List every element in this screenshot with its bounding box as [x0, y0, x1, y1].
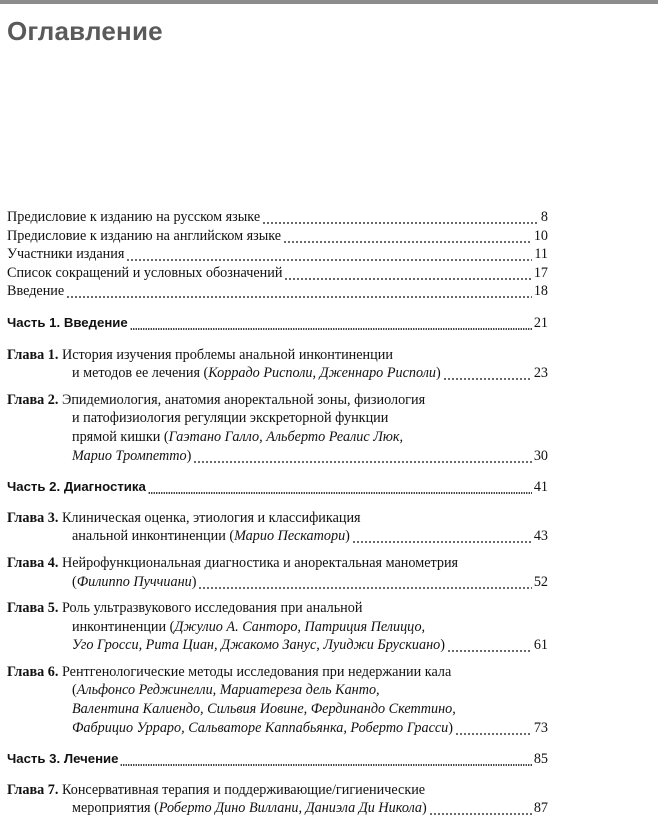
part-title: Часть 1. Введение [7, 314, 128, 330]
page-number: 18 [533, 283, 548, 300]
toc-chapter[interactable] [7, 509, 548, 546]
page-number: 61 [533, 637, 548, 654]
dot-leader [126, 245, 532, 264]
chapter-authors: Уго Гросси, Рита Циан, Джакомо Занус, Луиджи Брускиано [72, 637, 441, 654]
closing-paren: ) [448, 719, 453, 736]
chapter-title-line: ( [72, 682, 77, 699]
toc-part[interactable] [7, 750, 548, 769]
chapter-authors: Филиппо Пуччиани [76, 573, 192, 590]
dot-leader [198, 573, 531, 592]
entry-title: Участники издания [7, 246, 125, 263]
chapter-authors: Фабрицио Урраро, Сальваторе Каппабьянка, Роберто Грасси [72, 719, 449, 736]
page-number: 43 [533, 528, 548, 545]
dot-leader [447, 636, 532, 655]
dot-leader [283, 227, 532, 246]
page-number: 73 [533, 719, 548, 736]
chapter-title-line: Роль ультразвукового исследования при анальной [61, 600, 363, 617]
toc-chapter[interactable] [7, 781, 548, 818]
dot-leader [443, 364, 532, 383]
chapter-title-line: Эпидемиология, анатомия аноректальной зоны, физиология [61, 391, 426, 408]
closing-paren: ) [186, 447, 192, 464]
chapter-title-line: и патофизиология регуляции экскреторной функции [72, 410, 389, 427]
page-number: 85 [533, 751, 548, 768]
chapter-label: Глава 2. [7, 391, 59, 408]
dot-leader [130, 314, 532, 333]
chapter-title-line: Нейрофункциональная диагностика и аноректальная манометрия [61, 554, 459, 571]
table-of-contents [7, 208, 548, 818]
chapter-label: Глава 1. [7, 346, 59, 363]
dot-leader [284, 264, 531, 283]
chapter-authors: Альфонсо Реджинелли, Мариатереза дель Канто, [76, 682, 380, 699]
chapter-label: Глава 5. [7, 600, 59, 617]
chapter-label: Глава 7. [7, 781, 59, 798]
chapter-authors: Роберто Дино Виллани, Даниэла Ди Никола [158, 800, 423, 817]
toc-chapter[interactable] [7, 663, 548, 737]
chapter-label: Глава 4. [7, 554, 59, 571]
toc-entry[interactable] [7, 245, 548, 264]
page-number: 87 [533, 800, 548, 817]
page-title: Оглавление [7, 16, 163, 46]
chapter-authors: Марио Пескатори [234, 528, 346, 545]
chapter-authors: Марио Тромпетто [72, 447, 187, 464]
chapter-title-line: прямой кишки ( [72, 428, 169, 445]
entry-title: Предисловие к изданию на английском языке [7, 227, 282, 244]
toc-part[interactable] [7, 314, 548, 333]
toc-entry[interactable] [7, 264, 548, 283]
chapter-label: Глава 3. [7, 509, 59, 526]
chapter-title-line: Клиническая оценка, этиология и классификация [61, 509, 361, 526]
page-number: 41 [533, 479, 548, 496]
entry-title: Предисловие к изданию на русском языке [7, 209, 261, 225]
closing-paren: ) [422, 800, 427, 817]
toc-chapter[interactable] [7, 599, 548, 655]
dot-leader [66, 282, 532, 301]
part-title: Часть 3. Лечение [7, 751, 119, 767]
page-number: 30 [533, 447, 548, 464]
chapter-title-line: ( [72, 573, 77, 590]
toc-entry[interactable] [7, 208, 548, 227]
entry-title: Введение [7, 283, 65, 300]
top-rule [0, 0, 658, 4]
dot-leader [120, 750, 531, 769]
closing-paren: ) [436, 365, 441, 382]
page-number: 52 [533, 573, 548, 590]
entry-title: Список сокращений и условных обозначений [7, 264, 283, 281]
dot-leader [193, 447, 532, 466]
dot-leader [352, 527, 532, 546]
toc-chapter[interactable] [7, 554, 548, 591]
chapter-title-line: Рентгенологические методы исследования при недержании кала [61, 663, 452, 680]
closing-paren: ) [191, 573, 197, 590]
chapter-authors: Коррадо Рисполи, Дженнаро Рисполи [208, 365, 436, 382]
page-number: 21 [533, 314, 548, 331]
closing-paren: ) [440, 637, 445, 654]
chapter-label: Глава 6. [7, 663, 59, 680]
dot-leader [429, 799, 532, 818]
page-number: 23 [533, 365, 548, 382]
toc-entry[interactable] [7, 227, 548, 246]
chapter-title-line: анальной инконтиненции ( [72, 528, 235, 545]
chapter-title-line: мероприятия ( [72, 800, 159, 817]
page-number: 17 [533, 264, 548, 281]
chapter-authors: Джулио А. Санторо, Патриция Пелиццо, [174, 618, 426, 635]
toc-chapter[interactable] [7, 346, 548, 383]
toc-part[interactable] [7, 478, 548, 497]
part-title: Часть 2. Диагностика [7, 479, 146, 495]
chapter-title-line: История изучения проблемы анальной инконтиненции [61, 346, 393, 363]
closing-paren: ) [345, 528, 350, 545]
chapter-title-line: Консервативная терапия и поддерживающие/гигиенические [61, 781, 426, 798]
dot-leader [455, 719, 532, 738]
page-number: 10 [533, 227, 548, 244]
chapter-title-line: инконтиненции ( [72, 618, 175, 635]
dot-leader [148, 478, 532, 497]
toc-chapter[interactable] [7, 391, 548, 465]
chapter-authors: Валентина Калиендо, Сильвия Иовине, Фердинандо Скеттино, [72, 701, 456, 718]
page-number: 8 [540, 209, 548, 225]
toc-entry[interactable] [7, 282, 548, 301]
chapter-authors: Гаэтано Галло, Альберто Реалис Люк, [168, 428, 404, 445]
dot-leader [262, 208, 538, 227]
chapter-title-line: и методов ее лечения ( [72, 365, 209, 382]
page-number: 11 [534, 246, 548, 263]
